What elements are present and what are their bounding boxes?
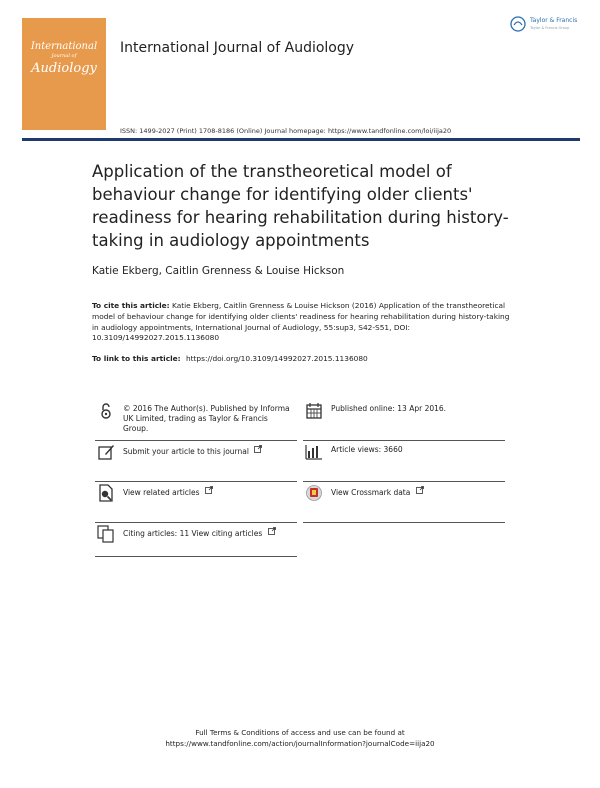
citing-articles-link[interactable] bbox=[123, 527, 276, 539]
published-date: Published online: 13 Apr 2016. bbox=[331, 404, 447, 413]
publisher-logo-name: Taylor & Francis bbox=[530, 17, 578, 24]
crossmark-icon bbox=[305, 484, 323, 502]
cover-line-2: Journal of bbox=[51, 53, 77, 59]
article-doi-url[interactable]: https://doi.org/10.3109/14992027.2015.1136080 bbox=[185, 354, 368, 363]
cover-line-1: International bbox=[30, 41, 98, 52]
publisher-logo-icon bbox=[510, 16, 526, 32]
journal-cover bbox=[22, 18, 106, 130]
article-title: Application of the transtheoretical model of behaviour change for identifying older clients' readiness for hearing rehabilitation during history-taking in audiology appointments bbox=[92, 162, 509, 250]
published-cell bbox=[303, 402, 505, 441]
external-link-icon bbox=[268, 527, 276, 535]
article-authors: Katie Ekberg, Caitlin Grenness & Louise Hickson bbox=[92, 265, 345, 277]
citing-articles-label: Citing articles: 11 View citing articles bbox=[123, 529, 263, 538]
citation-label: To cite this article: bbox=[92, 301, 170, 310]
external-link-icon bbox=[254, 445, 262, 453]
issn-text: ISSN: 1499-2027 (Print) 1708-8186 (Online) Journal homepage: bbox=[120, 127, 328, 135]
related-articles-cell[interactable] bbox=[95, 484, 297, 523]
submit-article-label: Submit your article to this journal bbox=[123, 447, 249, 456]
citing-articles-cell[interactable] bbox=[95, 525, 297, 557]
related-articles-label: View related articles bbox=[123, 488, 200, 497]
cover-line-3: Audiology bbox=[31, 61, 97, 76]
publisher-logo[interactable] bbox=[510, 16, 590, 38]
crossmark-label: View Crossmark data bbox=[331, 488, 411, 497]
header-divider bbox=[22, 138, 580, 141]
article-views-count: Article views: 3660 bbox=[331, 445, 403, 454]
citation-doi-link[interactable]: 10.3109/14992027.2015.1136080 bbox=[92, 333, 220, 343]
external-link-icon bbox=[205, 486, 213, 494]
related-articles-link[interactable] bbox=[123, 486, 213, 498]
citation-block bbox=[92, 301, 512, 344]
article-link-label: To link to this article: bbox=[92, 354, 181, 363]
submit-article-cell[interactable] bbox=[95, 443, 297, 482]
open-access-cell bbox=[95, 402, 297, 441]
submit-article-link[interactable] bbox=[123, 445, 262, 457]
footer-terms-link[interactable]: https://www.tandfonline.com/action/journalInformation?journalCode=iija20 bbox=[165, 739, 435, 748]
citation-text: Katie Ekberg, Caitlin Grenness & Louise Hickson (2016) Application of the transtheoretical model of behaviour change for identifying older clients' readiness for hearing rehabilitation during history-taking in audiology appointments, International Journal of Audiology, 55:sup3, S42-S51, DOI: bbox=[92, 301, 510, 332]
edit-icon bbox=[97, 443, 115, 461]
issn-line bbox=[120, 127, 451, 135]
calendar-icon bbox=[305, 402, 323, 420]
open-access-text: © 2016 The Author(s). Published by Informa UK Limited, trading as Taylor & Francis Group. bbox=[123, 404, 290, 433]
external-link-icon bbox=[416, 486, 424, 494]
crossmark-link[interactable] bbox=[331, 486, 424, 498]
footer bbox=[0, 727, 600, 749]
search-document-icon bbox=[97, 484, 115, 502]
journal-title[interactable]: International Journal of Audiology bbox=[120, 40, 355, 56]
citing-articles-icon bbox=[97, 525, 115, 543]
open-access-icon bbox=[97, 402, 115, 420]
journal-homepage-link[interactable]: https://www.tandfonline.com/loi/iija20 bbox=[327, 127, 452, 135]
footer-terms-text: Full Terms & Conditions of access and use can be found at bbox=[195, 728, 405, 737]
publisher-logo-sub: Taylor & Francis Group bbox=[530, 26, 570, 30]
article-link-line bbox=[92, 354, 368, 363]
bar-chart-icon bbox=[305, 443, 323, 461]
crossmark-cell[interactable] bbox=[303, 484, 505, 523]
article-views-cell bbox=[303, 443, 505, 482]
